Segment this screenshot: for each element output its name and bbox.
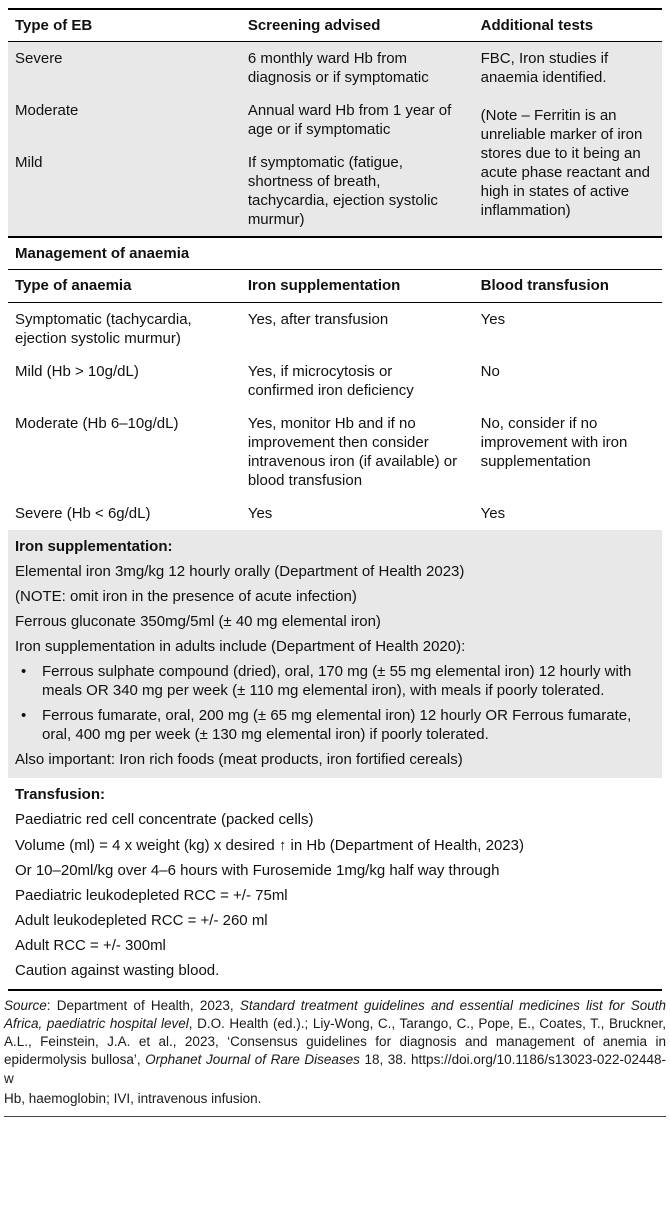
management-section-title: Management of anaemia: [8, 238, 662, 270]
cell-transfusion: Yes: [480, 310, 506, 328]
additional-tests-note: (Note – Ferritin is an unreliable marker of iron stores due to it being an acute phase reactant and high in states of active inflammation): [480, 107, 650, 220]
cell-screening: 6 monthly ward Hb from diagnosis or if symptomatic: [247, 50, 429, 87]
cell-anaemia-type: Mild (Hb > 10g/dL): [15, 362, 139, 380]
cell-iron: Yes, after transfusion: [247, 310, 389, 328]
transfusion-block: [8, 778, 662, 988]
source-note-segment: Source: [4, 997, 47, 1013]
table-row-mild-anaemia: [8, 355, 662, 407]
iron-supplementation-footer: Also important: Iron rich foods (meat products, iron fortified cereals): [15, 751, 463, 769]
management-table: [8, 270, 662, 529]
additional-tests-line: FBC, Iron studies if anaemia identified.: [480, 50, 609, 87]
source-note-segment: Standard treatment guidelines and essential medicines list for South Africa, paediatric hospital level: [4, 997, 667, 1031]
column-header-additional-tests: Additional tests: [474, 10, 662, 42]
transfusion-line: Caution against wasting blood.: [15, 961, 220, 979]
cell-eb-type: Severe: [15, 50, 63, 68]
table-row-moderate-anaemia: [8, 407, 662, 497]
figure-bottom-rule: [8, 989, 662, 991]
guidelines-figure: [8, 8, 662, 989]
cell-transfusion: No: [480, 362, 500, 380]
table-row-severe: [8, 42, 662, 95]
transfusion-line: Paediatric red cell concentrate (packed cells): [15, 811, 314, 829]
transfusion-line: Adult RCC = +/- 300ml: [15, 936, 166, 954]
table-row-symptomatic: [8, 302, 662, 355]
transfusion-line: Paediatric leukodepleted RCC = +/- 75ml: [15, 886, 288, 904]
column-header-blood-transfusion: Blood transfusion: [474, 270, 662, 302]
iron-supplementation-block: [8, 530, 662, 778]
cell-additional-tests: [474, 42, 662, 238]
column-header-type-of-anaemia: Type of anaemia: [8, 270, 241, 302]
iron-supplementation-bullet: • Ferrous sulphate compound (dried), oral, 170 mg (± 55 mg elemental iron) 12 hourly with meals OR 340 mg per week (± 110 mg elemental iron), with meals if poorly tolerated.: [8, 659, 662, 703]
screening-table: [8, 10, 662, 238]
column-header-iron-supplementation: Iron supplementation: [241, 270, 474, 302]
transfusion-line: Volume (ml) = 4 x weight (kg) x desired ↑ in Hb (Department of Health, 2023): [15, 836, 524, 854]
abbreviations-note: Hb, haemoglobin; IVI, intravenous infusion.: [4, 1090, 262, 1106]
iron-supplementation-line: Iron supplementation in adults include (Department of Health 2020):: [15, 638, 466, 656]
cell-transfusion: No, consider if no improvement with iron supplementation: [480, 414, 628, 470]
iron-supplementation-note: (NOTE: omit iron in the presence of acute infection): [15, 588, 357, 606]
screening-table-body: [8, 42, 662, 238]
source-note-doi: 18, 38. https://doi.org/10.1186/s13023-022-02448-w: [4, 1052, 666, 1086]
page-bottom-rule: [4, 1116, 666, 1117]
cell-anaemia-type: Symptomatic (tachycardia, ejection systolic murmur): [15, 310, 192, 347]
column-header-type-of-eb: Type of EB: [8, 10, 241, 42]
iron-supplementation-heading: Iron supplementation:: [15, 537, 173, 555]
cell-eb-type: Mild: [15, 154, 43, 172]
figure-footnotes: [4, 997, 666, 1108]
cell-iron: Yes, monitor Hb and if no improvement then consider intravenous iron (if available) or blood transfusion: [247, 414, 458, 489]
transfusion-heading: Transfusion:: [15, 786, 106, 804]
column-header-screening-advised: Screening advised: [241, 10, 474, 42]
source-note: [4, 997, 666, 1088]
management-table-body: [8, 302, 662, 530]
management-table-header-row: [8, 270, 662, 302]
table-row-severe-anaemia: [8, 497, 662, 530]
cell-screening: Annual ward Hb from 1 year of age or if symptomatic: [247, 102, 452, 139]
screening-table-header-row: [8, 10, 662, 42]
cell-iron: Yes: [247, 504, 273, 522]
transfusion-line: Or 10–20ml/kg over 4–6 hours with Furosemide 1mg/kg half way through: [15, 861, 500, 879]
cell-anaemia-type: Moderate (Hb 6–10g/dL): [15, 414, 179, 432]
cell-transfusion: Yes: [480, 504, 506, 522]
source-note-segment: : Department of Health, 2023,: [46, 997, 240, 1013]
cell-iron: Yes, if microcytosis or confirmed iron deficiency: [247, 362, 414, 399]
iron-supplementation-line: Elemental iron 3mg/kg 12 hourly orally (Department of Health 2023): [15, 562, 465, 580]
source-note-segment: , D.O. Health (ed.).; Liy-Wong, C., Tarango, C., Pope, E., Coates, T., Bruckner, A.L., Feinstein, J.A. et al., 2023, ‘Consensus guidelines for diagnosis and management of anemia in epidermolysis bullosa’,: [4, 1016, 666, 1068]
cell-eb-type: Moderate: [15, 102, 79, 120]
source-note-segment: Orphanet Journal of Rare Diseases: [145, 1052, 360, 1068]
cell-anaemia-type: Severe (Hb < 6g/dL): [15, 504, 151, 522]
iron-supplementation-line: Ferrous gluconate 350mg/5ml (± 40 mg elemental iron): [15, 613, 381, 631]
cell-screening: If symptomatic (fatigue, shortness of breath, tachycardia, ejection systolic murmur): [247, 154, 438, 229]
transfusion-line: Adult leukodepleted RCC = +/- 260 ml: [15, 911, 268, 929]
iron-supplementation-bullet: • Ferrous fumarate, oral, 200 mg (± 65 mg elemental iron) 12 hourly OR Ferrous fumarate, oral, 400 mg per week (± 130 mg elemental iron) if poorly tolerated.: [8, 703, 662, 747]
